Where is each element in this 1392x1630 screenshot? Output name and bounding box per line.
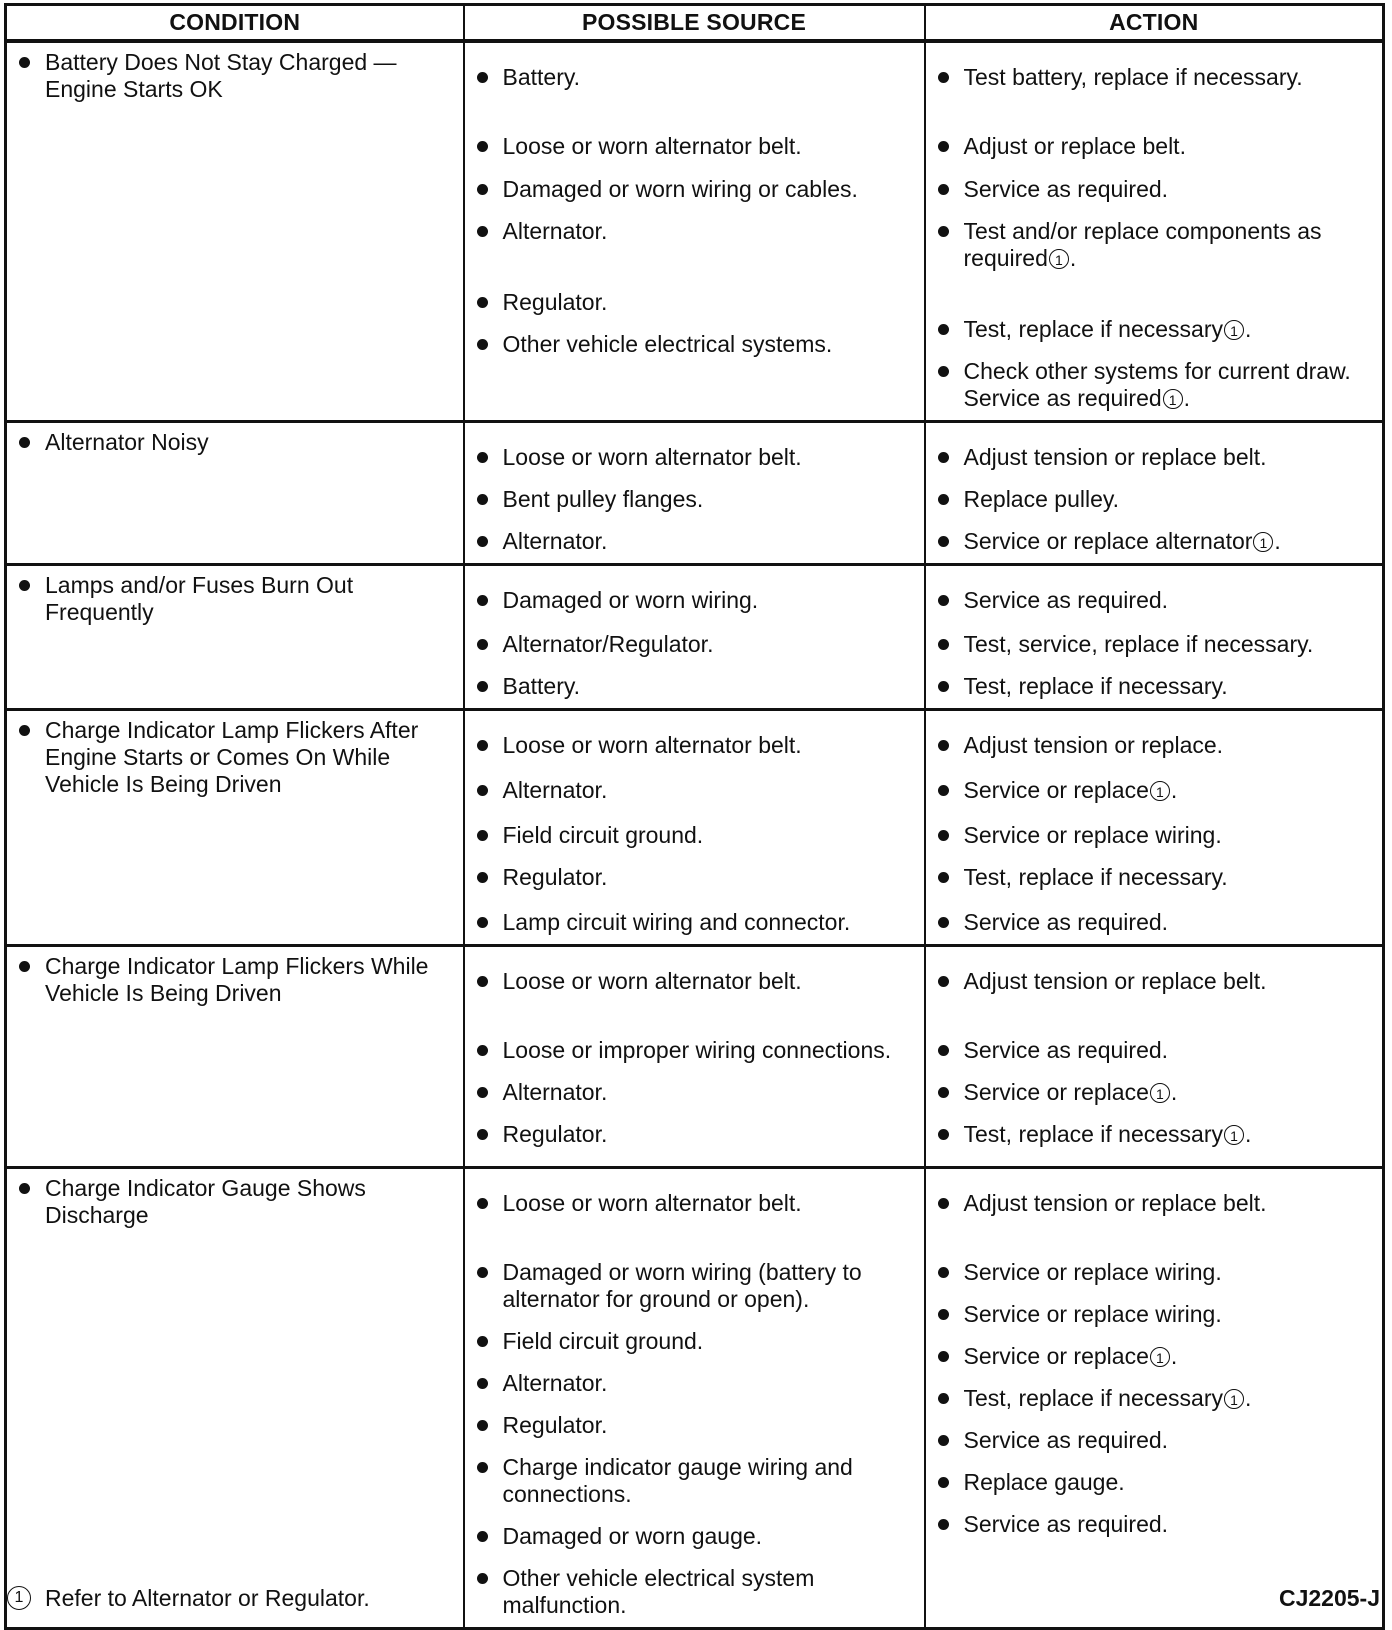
action-item-text: Replace gauge. <box>963 1469 1125 1495</box>
action-item-text: Service or replace alternator <box>963 528 1253 554</box>
possible-source-item-text: Alternator. <box>502 777 608 803</box>
bullet-icon <box>938 1519 949 1530</box>
possible-source-item-text: Loose or worn alternator belt. <box>502 1190 802 1216</box>
action-item-text: Service or replace <box>963 777 1149 803</box>
bullet-icon <box>938 226 949 237</box>
possible-source-item-text: Damaged or worn gauge. <box>502 1523 763 1549</box>
action-item-text: Service or replace wiring. <box>963 1301 1222 1327</box>
possible-source-item-text: Damaged or worn wiring. <box>502 587 759 613</box>
action-item <box>938 1427 1373 1454</box>
condition-text: Battery Does Not Stay Charged — Engine Starts OK <box>45 49 397 102</box>
action-item: Test, replace if necessary 1 . <box>938 1121 1373 1148</box>
source-cell <box>464 565 925 710</box>
possible-source-item <box>477 1328 914 1355</box>
action-item <box>938 864 1373 891</box>
bullet-icon <box>19 1183 30 1194</box>
bullet-icon <box>938 366 949 377</box>
bullet-icon <box>938 536 949 547</box>
possible-source-item-text: Battery. <box>502 673 581 699</box>
source-cell <box>464 946 925 1168</box>
condition <box>19 953 453 1007</box>
condition-cell <box>6 946 464 1168</box>
action-item-text: Service as required. <box>963 1511 1169 1537</box>
action-item-text: Service or replace wiring. <box>963 822 1222 848</box>
action-item <box>938 444 1373 471</box>
action-cell <box>925 41 1384 422</box>
bullet-icon <box>938 1393 949 1404</box>
source-cell <box>464 422 925 565</box>
bullet-icon <box>938 1087 949 1098</box>
possible-source-item-text: Alternator. <box>502 218 608 244</box>
action-item: Test, replace if necessary 1 . <box>938 1385 1373 1412</box>
possible-source-item-text: Damaged or worn wiring (battery to alternator for ground or open). <box>502 1259 862 1312</box>
action-item <box>938 1511 1373 1538</box>
possible-source-item <box>477 218 914 245</box>
possible-source-item <box>477 909 914 936</box>
possible-source-item <box>477 673 914 700</box>
action-item <box>938 631 1373 658</box>
action-item <box>938 673 1373 700</box>
possible-source-item-text: Other vehicle electrical systems. <box>502 331 833 357</box>
possible-source-item-text: Other vehicle electrical system malfunction. <box>502 1565 815 1618</box>
bullet-icon <box>477 1531 488 1542</box>
bullet-icon <box>477 1198 488 1209</box>
bullet-icon <box>19 961 30 972</box>
possible-source-item-text: Alternator. <box>502 528 608 554</box>
action-item <box>938 909 1373 936</box>
condition-cell <box>6 710 464 946</box>
action-item-text: Service as required. <box>963 176 1169 202</box>
header-condition: CONDITION <box>6 5 464 42</box>
possible-source-item <box>477 864 914 891</box>
bullet-icon <box>477 1129 488 1140</box>
source-cell <box>464 710 925 946</box>
bullet-icon <box>938 1198 949 1209</box>
bullet-icon <box>938 72 949 83</box>
bullet-icon <box>477 740 488 751</box>
possible-source-item <box>477 822 914 849</box>
possible-source-item <box>477 587 914 614</box>
possible-source-item <box>477 444 914 471</box>
action-item <box>938 1037 1373 1064</box>
bullet-icon <box>938 740 949 751</box>
action-item-text: Service or replace wiring. <box>963 1259 1222 1285</box>
action-item-text: Test, replace if necessary. <box>963 864 1228 890</box>
bullet-icon <box>938 494 949 505</box>
possible-source-item-text: Loose or worn alternator belt. <box>502 444 802 470</box>
condition-text: Charge Indicator Lamp Flickers After Engine Starts or Comes On While Vehicle Is Being Driven <box>45 717 419 797</box>
action-item: Service or replace 1 . <box>938 1343 1373 1370</box>
action-item <box>938 1469 1373 1496</box>
action-cell <box>925 710 1384 946</box>
footnote-text: Refer to Alternator or Regulator. <box>45 1585 370 1611</box>
action-item-text: Service or replace <box>963 1343 1149 1369</box>
action-item-text: Service as required. <box>963 1037 1169 1063</box>
action-item-text: Service as required. <box>963 1427 1169 1453</box>
action-cell <box>925 422 1384 565</box>
bullet-icon <box>938 1045 949 1056</box>
bullet-icon <box>938 1435 949 1446</box>
possible-source-item-text: Loose or worn alternator belt. <box>502 968 802 994</box>
action-item <box>938 732 1373 759</box>
bullet-icon <box>938 1129 949 1140</box>
bullet-icon <box>477 785 488 796</box>
action-item-text: Adjust tension or replace belt. <box>963 444 1267 470</box>
bullet-icon <box>477 226 488 237</box>
possible-source-item <box>477 176 914 203</box>
bullet-icon <box>938 830 949 841</box>
possible-source-item <box>477 1037 914 1064</box>
bullet-icon <box>938 1351 949 1362</box>
action-item <box>938 587 1373 614</box>
action-item: Service or replace alternator 1 . <box>938 528 1373 555</box>
footnote-ref-icon: 1 <box>1049 249 1069 269</box>
possible-source-item-text: Bent pulley flanges. <box>502 486 704 512</box>
action-item-text: Test, replace if necessary <box>963 1385 1224 1411</box>
action-cell <box>925 1168 1384 1629</box>
action-item-text: Check other systems for current draw. Service as required <box>963 358 1351 411</box>
footnote-ref-icon: 1 <box>1224 1389 1244 1409</box>
possible-source-item-text: Battery. <box>502 64 581 90</box>
condition <box>19 429 453 456</box>
action-item <box>938 176 1373 203</box>
bullet-icon <box>938 917 949 928</box>
figure-code: CJ2205-J <box>1278 1585 1380 1611</box>
condition-text: Charge Indicator Gauge Shows Discharge <box>45 1175 366 1228</box>
possible-source-item <box>477 968 914 995</box>
action-item-text: Test, replace if necessary. <box>963 673 1228 699</box>
possible-source-item-text: Loose or worn alternator belt. <box>502 133 802 159</box>
possible-source-item-text: Regulator. <box>502 289 608 315</box>
possible-source-item <box>477 777 914 804</box>
bullet-icon <box>477 1573 488 1584</box>
diagnosis-chart <box>4 3 1382 1630</box>
action-item-text: Adjust or replace belt. <box>963 133 1186 159</box>
footnote-ref-icon: 1 <box>1253 532 1273 552</box>
action-item: Check other systems for current draw. Service as required 1 . <box>938 358 1373 412</box>
possible-source-item-text: Field circuit ground. <box>502 1328 704 1354</box>
possible-source-item <box>477 289 914 316</box>
possible-source-item <box>477 1259 914 1313</box>
condition-text: Charge Indicator Lamp Flickers While Vehicle Is Being Driven <box>45 953 429 1006</box>
action-item <box>938 133 1373 160</box>
footnote-marker-icon: 1 <box>7 1586 31 1610</box>
action-item-text: Test and/or replace components as required <box>963 218 1322 271</box>
bullet-icon <box>938 681 949 692</box>
action-item: Test, replace if necessary 1 . <box>938 316 1373 343</box>
condition <box>19 572 453 626</box>
bullet-icon <box>477 1378 488 1389</box>
condition-cell <box>6 1168 464 1629</box>
footnote-ref-icon: 1 <box>1150 781 1170 801</box>
possible-source-item <box>477 1454 914 1508</box>
action-item-text: Service as required. <box>963 587 1169 613</box>
bullet-icon <box>477 1420 488 1431</box>
bullet-icon <box>477 639 488 650</box>
action-item-text: Service as required. <box>963 909 1169 935</box>
condition-cell <box>6 565 464 710</box>
action-item <box>938 1301 1373 1328</box>
condition-cell <box>6 41 464 422</box>
bullet-icon <box>477 976 488 987</box>
bullet-icon <box>938 595 949 606</box>
action-cell <box>925 565 1384 710</box>
condition-row <box>6 41 1384 422</box>
bullet-icon <box>477 595 488 606</box>
possible-source-item-text: Alternator/Regulator. <box>502 631 714 657</box>
action-item <box>938 64 1373 91</box>
possible-source-item-text: Alternator. <box>502 1370 608 1396</box>
bullet-icon <box>19 57 30 68</box>
action-item <box>938 486 1373 513</box>
action-item <box>938 822 1373 849</box>
bullet-icon <box>477 1045 488 1056</box>
bullet-icon <box>938 872 949 883</box>
action-item-text: Test battery, replace if necessary. <box>963 64 1303 90</box>
bullet-icon <box>477 830 488 841</box>
bullet-icon <box>938 639 949 650</box>
possible-source-item-text: Loose or improper wiring connections. <box>502 1037 892 1063</box>
bullet-icon <box>477 872 488 883</box>
condition <box>19 1175 453 1229</box>
diagnosis-table <box>4 3 1385 1630</box>
possible-source-item-text: Alternator. <box>502 1079 608 1105</box>
condition-cell <box>6 422 464 565</box>
source-cell <box>464 1168 925 1629</box>
bullet-icon <box>477 681 488 692</box>
bullet-icon <box>938 1267 949 1278</box>
header-action: ACTION <box>925 5 1384 42</box>
condition-row <box>6 710 1384 946</box>
condition <box>19 49 453 103</box>
bullet-icon <box>938 1309 949 1320</box>
possible-source-item <box>477 1121 914 1148</box>
action-item <box>938 968 1373 995</box>
possible-source-item <box>477 631 914 658</box>
action-item: Service or replace 1 . <box>938 1079 1373 1106</box>
bullet-icon <box>477 184 488 195</box>
action-item: Service or replace 1 . <box>938 777 1373 804</box>
bullet-icon <box>477 452 488 463</box>
action-item-text: Adjust tension or replace belt. <box>963 968 1267 994</box>
possible-source-item-text: Field circuit ground. <box>502 822 704 848</box>
header-possible-source: POSSIBLE SOURCE <box>464 5 925 42</box>
footnote-ref-icon: 1 <box>1163 389 1183 409</box>
footnote <box>6 1584 370 1612</box>
action-item <box>938 1259 1373 1286</box>
action-item-text: Adjust tension or replace belt. <box>963 1190 1267 1216</box>
action-item-text: Replace pulley. <box>963 486 1120 512</box>
bullet-icon <box>19 725 30 736</box>
bullet-icon <box>477 339 488 350</box>
footnote-ref-icon: 1 <box>1150 1083 1170 1103</box>
bullet-icon <box>477 1267 488 1278</box>
possible-source-item-text: Regulator. <box>502 1412 608 1438</box>
bullet-icon <box>477 536 488 547</box>
possible-source-item <box>477 528 914 555</box>
condition <box>19 717 453 798</box>
bullet-icon <box>938 1477 949 1488</box>
condition-row <box>6 946 1384 1168</box>
possible-source-item-text: Regulator. <box>502 1121 608 1147</box>
bullet-icon <box>477 494 488 505</box>
bullet-icon <box>477 72 488 83</box>
condition-text: Alternator Noisy <box>45 429 209 455</box>
bullet-icon <box>477 1462 488 1473</box>
bullet-icon <box>938 976 949 987</box>
chart-footer <box>6 1584 1380 1614</box>
bullet-icon <box>938 141 949 152</box>
possible-source-item <box>477 1523 914 1550</box>
possible-source-item <box>477 1412 914 1439</box>
bullet-icon <box>938 184 949 195</box>
bullet-icon <box>938 785 949 796</box>
possible-source-item <box>477 732 914 759</box>
action-item-text: Test, replace if necessary <box>963 1121 1224 1147</box>
possible-source-item <box>477 1190 914 1217</box>
action-cell <box>925 946 1384 1168</box>
bullet-icon <box>477 297 488 308</box>
action-item-text: Adjust tension or replace. <box>963 732 1224 758</box>
condition-row <box>6 1168 1384 1629</box>
bullet-icon <box>477 1087 488 1098</box>
footnote-ref-icon: 1 <box>1224 1125 1244 1145</box>
possible-source-item <box>477 1370 914 1397</box>
possible-source-item-text: Lamp circuit wiring and connector. <box>502 909 851 935</box>
condition-text: Lamps and/or Fuses Burn Out Frequently <box>45 572 354 625</box>
bullet-icon <box>938 324 949 335</box>
source-cell <box>464 41 925 422</box>
action-item-text: Test, replace if necessary <box>963 316 1224 342</box>
bullet-icon <box>477 917 488 928</box>
possible-source-item <box>477 133 914 160</box>
possible-source-item-text: Regulator. <box>502 864 608 890</box>
bullet-icon <box>19 580 30 591</box>
footnote-ref-icon: 1 <box>1150 1347 1170 1367</box>
possible-source-item-text: Charge indicator gauge wiring and connections. <box>502 1454 853 1507</box>
footnote-ref-icon: 1 <box>1224 320 1244 340</box>
action-item-text: Test, service, replace if necessary. <box>963 631 1314 657</box>
action-item <box>938 1190 1373 1217</box>
possible-source-item-text: Loose or worn alternator belt. <box>502 732 802 758</box>
possible-source-item <box>477 1079 914 1106</box>
possible-source-item <box>477 331 914 358</box>
bullet-icon <box>477 1336 488 1347</box>
bullet-icon <box>477 141 488 152</box>
bullet-icon <box>938 452 949 463</box>
header-row <box>6 5 1384 42</box>
bullet-icon <box>19 437 30 448</box>
possible-source-item <box>477 486 914 513</box>
condition-row <box>6 422 1384 565</box>
action-item: Test and/or replace components as required 1 . <box>938 218 1373 272</box>
possible-source-item-text: Damaged or worn wiring or cables. <box>502 176 858 202</box>
possible-source-item <box>477 64 914 91</box>
action-item-text: Service or replace <box>963 1079 1149 1105</box>
condition-row <box>6 565 1384 710</box>
